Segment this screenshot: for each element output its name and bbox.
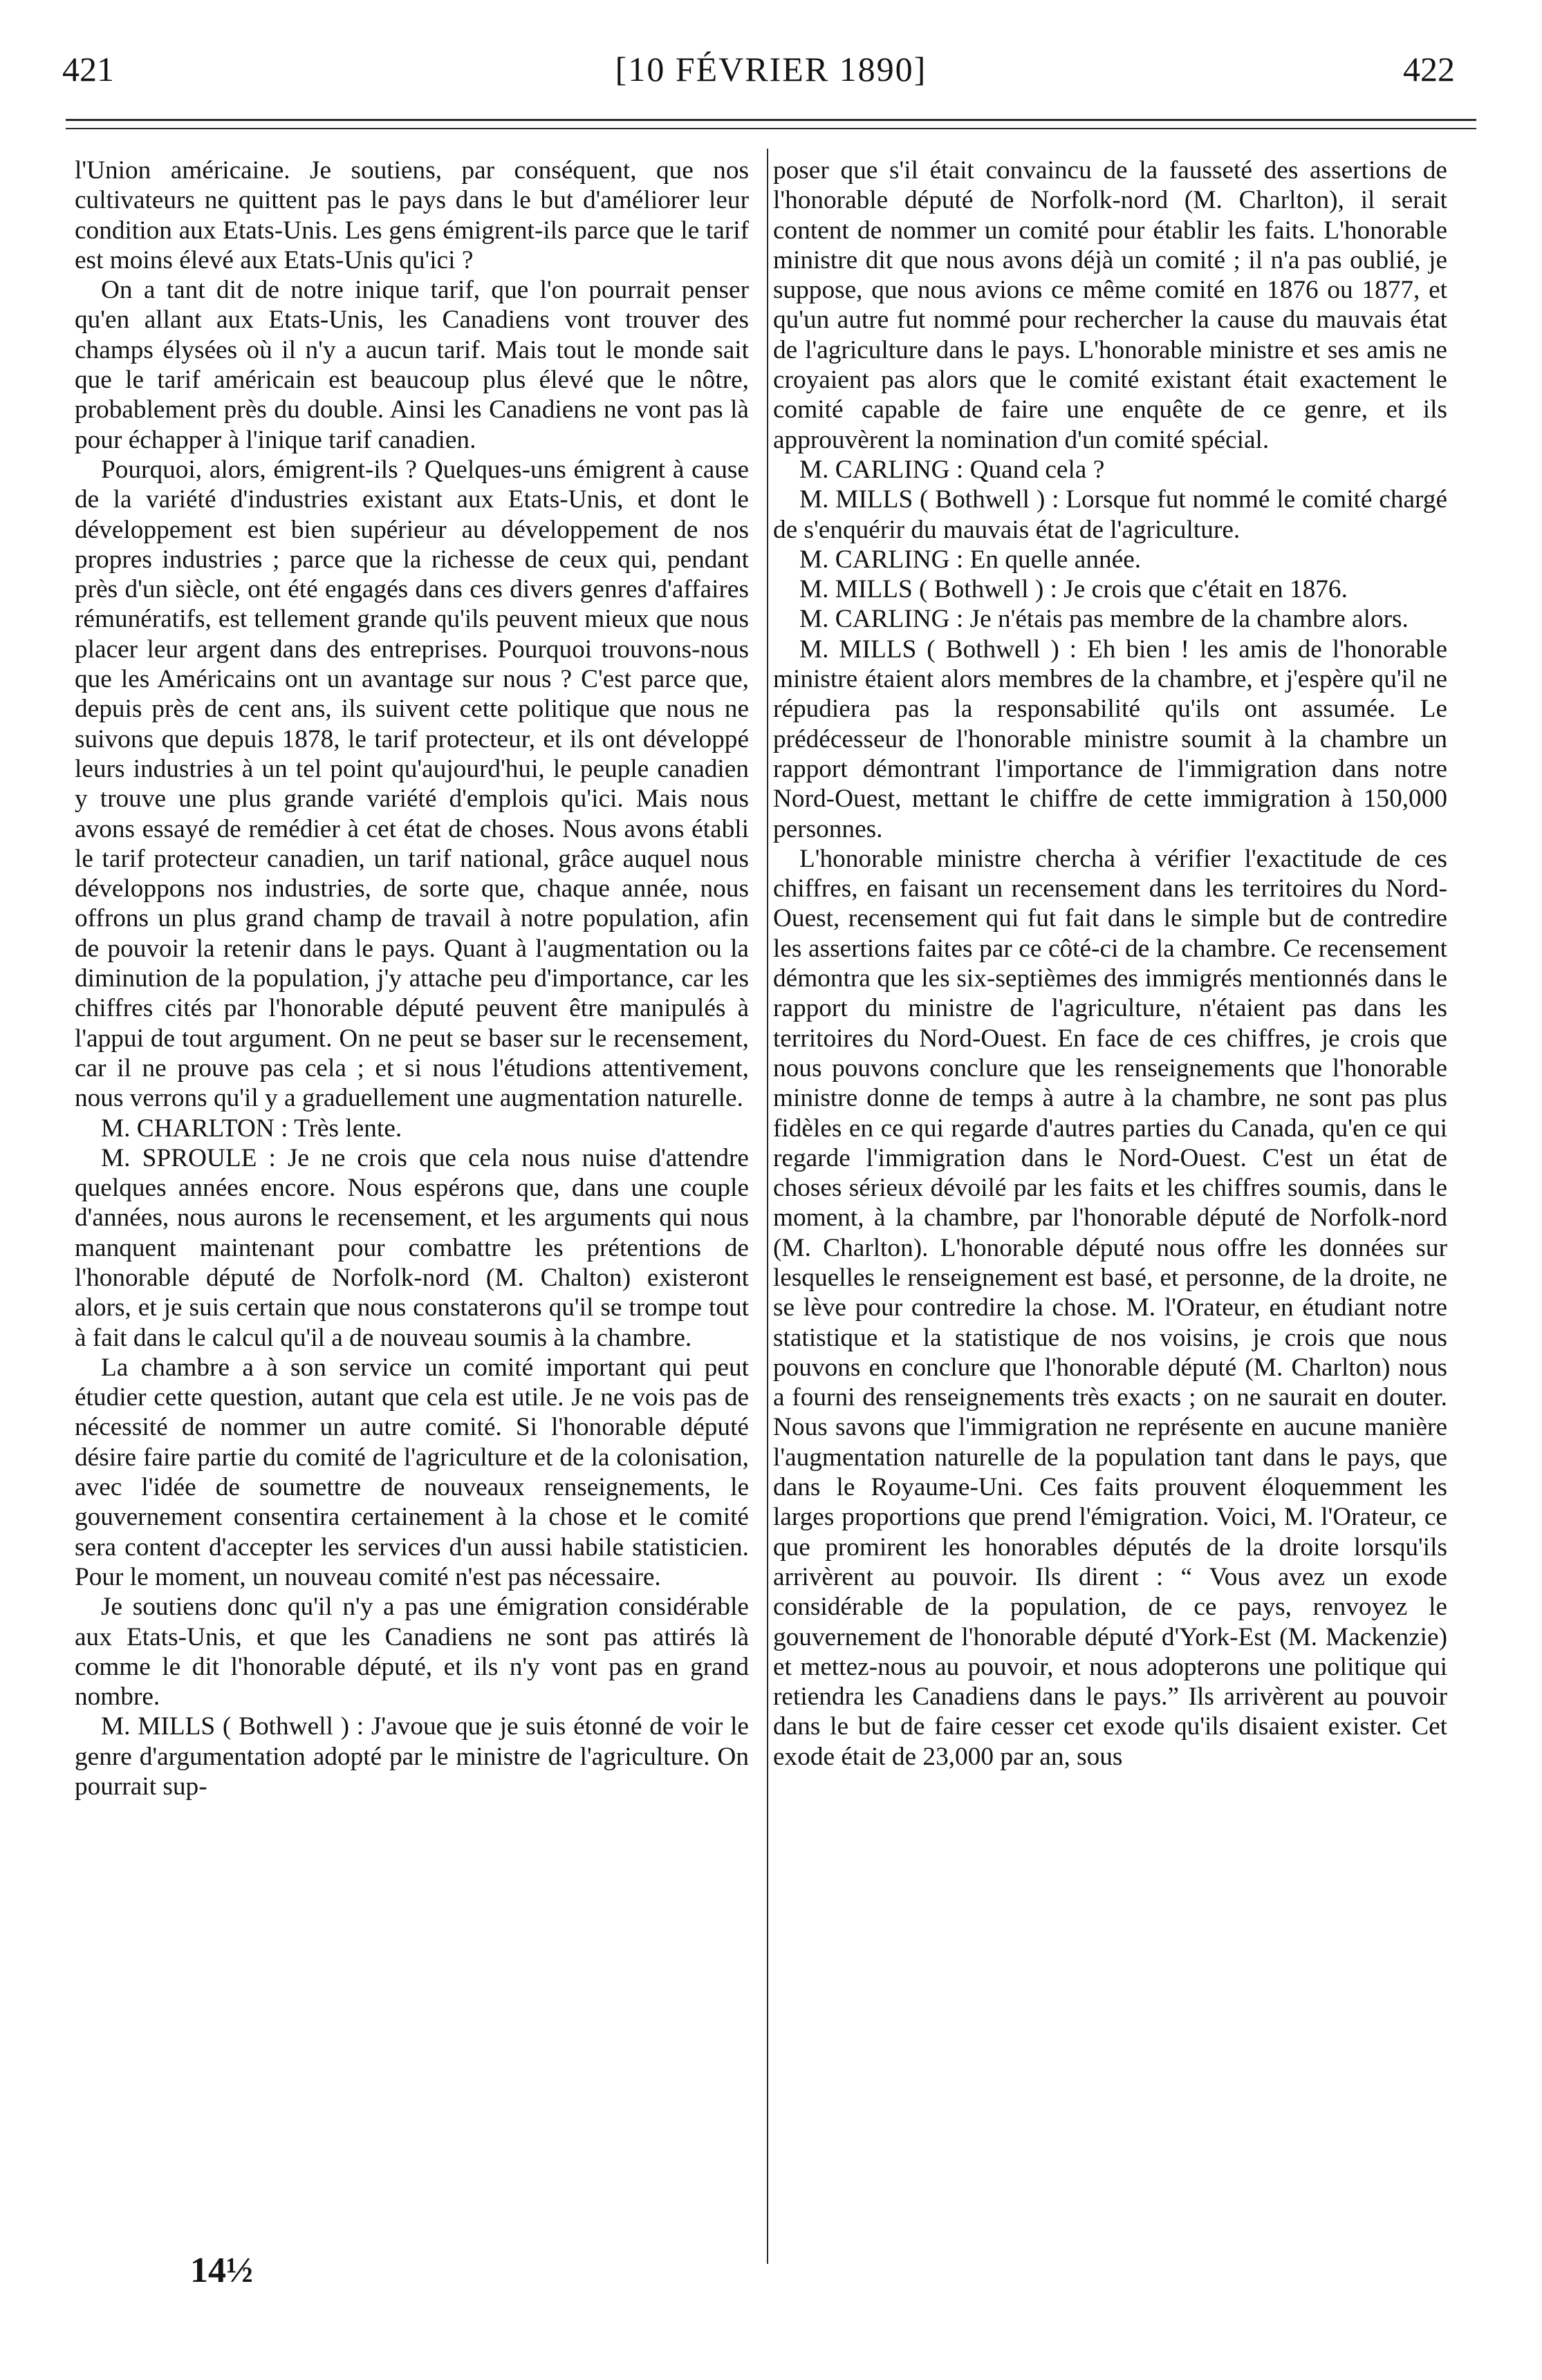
paragraph: l'Union américaine. Je soutiens, par conséquent, que nos cultivateurs ne quittent pas le pays dans le but d'améliorer leur condition aux Etats-Unis. Les gens émigrent-ils parce que le tarif est moins élevé aux Etats-Unis qu'ici ? [75,156,749,274]
paragraph: Pourquoi, alors, émigrent-ils ? Quelques-uns émigrent à cause de la variété d'industries existant aux Etats-Unis, et dont le développement est bien supérieur au développement de nos propres industries ; parce que la richesse de ceux qui, pendant près d'un siècle, ont été engagés dans ces divers genres d'affaires rémunératifs, est tellement grande qu'ils peuvent mieux que nous placer leur argent dans des entreprises. Pourquoi trouvons-nous que les Américains ont un avantage sur nous ? C'est parce que, depuis près de cent ans, ils suivent cette politique que nous ne suivons que depuis 1878, le tarif protecteur, et ils ont développé leurs industries à un tel point qu'aujourd'hui, le peuple canadien y trouve une plus grande variété d'emplois qu'ici. Mais nous avons essayé de remédier à cet état de choses. Nous avons établi le tarif protecteur canadien, un tarif national, grâce auquel nous développons nos industries, de sorte que, chaque année, nous offrons un plus grand champ de travail à notre population, afin de pouvoir la retenir dans le pays. Quant à l'augmentation ou la diminution de la population, j'y attache peu d'importance, car les chiffres cités par l'honorable député peuvent être manipulés à l'appui de tout argument. On ne peut se baser sur le recensement, car il ne prouve pas cela ; et si nous l'étudions attentivement, nous verrons qu'il y a graduellement une augmentation naturelle. [75,455,749,1113]
paragraph: M. MILLS ( Bothwell ) : Lorsque fut nommé le comité chargé de s'enquérir du mauvais état de l'agriculture. [773,485,1447,544]
column-divider [767,149,768,2264]
page-number-right: 422 [1403,50,1455,88]
speaker-line: M. CHARLTON : Très lente. [101,1114,402,1143]
speaker-line: M. CARLING : En quelle année. [799,545,1142,574]
page-date: [10 FÉVRIER 1890] [615,50,927,88]
speaker-line: M. CARLING : Quand cela ? [799,455,1105,484]
left-column [75,156,749,1801]
header-rule-secondary [66,128,1476,129]
right-column [773,156,1447,1772]
paragraph: poser que s'il était convaincu de la fausseté des assertions de l'honorable député de Norfolk-nord (M. Charlton), il serait content de nommer un comité pour établir les faits. L'honorable ministre dit que nous avons déjà un comité ; il n'a pas oublié, je suppose, que nous avions ce même comité en 1876 ou 1877, et qu'un autre fut nommé pour rechercher la cause du mauvais état de l'agriculture dans le pays. L'honorable ministre et ses amis ne croyaient pas alors que le comité existant était exactement le comité capable de faire une enquête de ce genre, et ils approuvèrent la nomination d'un comité spécial. [773,156,1447,454]
sheet-signature: 14½ [190,2251,253,2290]
paragraph: M. CARLING : Je n'étais pas membre de la chambre alors. [799,605,1409,634]
paragraph: M. MILLS ( Bothwell ) : Je crois que c'était en 1876. [799,575,1348,604]
paragraph: L'honorable ministre chercha à vérifier l'exactitude de ces chiffres, en faisant un recensement dans les territoires du Nord-Ouest, recensement qui fut fait dans le simple but de contredire les assertions faites par ce côté-ci de la chambre. Ce recensement démontra que les six-septièmes des immigrés mentionnés dans le rapport du ministre de l'agriculture, n'étaient pas dans les territoires du Nord-Ouest. En face de ces chiffres, je crois que nous pouvons conclure que les renseignements que l'honorable ministre donne de temps à autre à la chambre, ne sont pas plus fidèles en ce qui regarde d'autres parties du Canada, qu'en ce qui regarde l'immigration dans le Nord-Ouest. C'est un état de choses sérieux dévoilé par les faits et les chiffres soumis, dans le moment, à la chambre, par l'honorable député de Norfolk-nord (M. Charlton). L'honorable député nous offre les données sur lesquelles le renseignement est basé, et personne, de la droite, ne se lève pour contredire la chose. M. l'Orateur, en étudiant notre statistique et la statistique de nos voisins, je crois que nous pouvons en conclure que l'honorable député (M. Charlton) nous a fourni des renseignements très exacts ; on ne saurait en douter. Nous savons que l'immigration ne représente en aucune manière l'augmentation naturelle de la population tant dans le pays, que dans le Royaume-Uni. Ces faits prouvent éloquemment les larges proportions que prend l'émigration. Voici, M. l'Orateur, ce que promirent les honorables députés de la droite lorsqu'ils arrivèrent au pouvoir. Ils dirent : “ Vous avez un exode considérable de la population, de ce pays, renvoyez le gouvernement de l'honorable député d'York-Est (M. Mackenzie) et mettez-nous au pouvoir, et nous adopterons une politique qui retiendra les Canadiens dans le pays.” Ils arrivèrent au pouvoir dans le but de faire cesser cet exode qu'ils disaient exister. Cet exode était de 23,000 par an, sous [773,844,1447,1771]
page-header [0,41,1542,97]
paragraph: La chambre a à son service un comité important qui peut étudier cette question, autant que cela est utile. Je ne vois pas de nécessité de nommer un autre comité. Si l'honorable député désire faire partie du comité de l'agriculture et de la colonisation, avec l'idée de soumettre de nouveaux renseignements, le gouvernement consentira certainement à la chose et le comité sera content d'accepter les services d'un aussi habile statisticien. Pour le moment, un nouveau comité n'est pas nécessaire. [75,1353,749,1591]
paragraph: M. MILLS ( Bothwell ) : Eh bien ! les amis de l'honorable ministre étaient alors membres de la chambre, et j'espère qu'il ne répudiera pas la responsabilité qu'ils ont assumée. Le prédécesseur de l'honorable ministre soumit à la chambre un rapport démontrant l'importance de l'immigration dans notre Nord-Ouest, mettant le chiffre de cette immigration à 150,000 personnes. [773,635,1447,843]
page-number-left: 421 [62,50,114,88]
header-rule [66,119,1476,121]
paragraph: Je soutiens donc qu'il n'y a pas une émigration considérable aux Etats-Unis, et que les Canadiens ne sont pas attirés là comme le dit l'honorable député, et ils n'y vont pas en grand nombre. [75,1593,749,1712]
paragraph: On a tant dit de notre inique tarif, que l'on pourrait penser qu'en allant aux Etats-Unis, les Canadiens vont trouver des champs élysées où il n'y a aucun tarif. Mais tout le monde sait que le tarif américain est beaucoup plus élevé que le nôtre, probablement près du double. Ainsi les Canadiens ne vont pas là pour échapper à l'inique tarif canadien. [75,276,749,454]
paragraph: M. MILLS ( Bothwell ) : J'avoue que je suis étonné de voir le genre d'argumentation adopté par le ministre de l'agriculture. On pourrait sup- [75,1712,749,1801]
paragraph: M. SPROULE : Je ne crois que cela nous nuise d'attendre quelques années encore. Nous espérons que, dans une couple d'années, nous aurons le recensement, et les arguments qui nous manquent maintenant pour combattre les prétentions de l'honorable député de Norfolk-nord (M. Chalton) existeront alors, et je suis certain que nous constaterons qu'il se trompe tout à fait dans le calcul qu'il a de nouveau soumis à la chambre. [75,1143,749,1352]
